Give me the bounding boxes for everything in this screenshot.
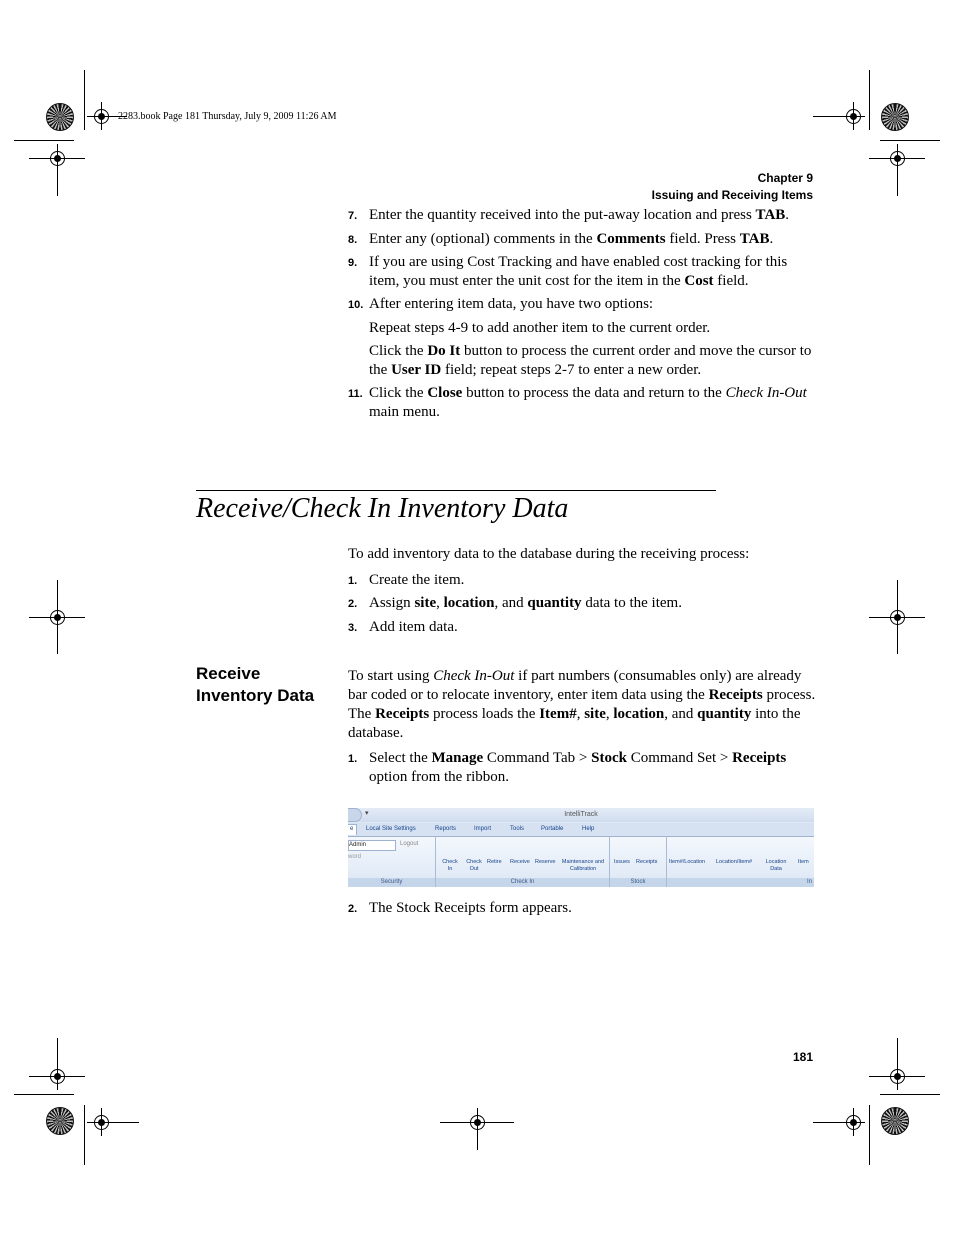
step-number: 2. <box>348 903 358 915</box>
step-key: TAB <box>755 207 786 223</box>
para-text: into the database. <box>348 706 801 741</box>
step-text: Command Tab > <box>483 750 592 766</box>
list-item <box>348 571 818 590</box>
step-text: After entering item data, you have two options: <box>369 296 654 312</box>
check-in-button[interactable]: Check In <box>442 859 458 872</box>
step-text: Enter the quantity received into the put-away location and press <box>369 207 756 223</box>
crop-mark <box>869 70 870 130</box>
list-item <box>348 295 818 314</box>
crop-mark <box>880 140 940 141</box>
step-text: Select the <box>369 750 432 766</box>
step-number: 2. <box>348 598 358 610</box>
group-label: Check In <box>436 878 609 887</box>
ribbon-screenshot <box>348 808 814 887</box>
step-text: option from the ribbon. <box>369 769 509 785</box>
process-ref: Receipts <box>375 706 430 722</box>
password-label: word <box>348 854 362 860</box>
item-location-button[interactable]: Item#/Location <box>669 859 706 865</box>
field-ref: location <box>613 706 665 722</box>
tab-local-site-settings[interactable]: Local Site Settings <box>366 826 416 832</box>
running-header-chapter: Chapter 9 <box>757 171 813 185</box>
para-text: process loads the <box>429 706 540 722</box>
option-doit <box>369 342 819 380</box>
reserve-button[interactable]: Reserve <box>535 859 556 865</box>
step-text: Click the <box>369 385 428 401</box>
subsection-title: Receive Inventory Data <box>196 664 315 705</box>
para-text: To start using <box>348 668 434 684</box>
step-text: Enter any (optional) comments in the <box>369 231 597 247</box>
group-label: In <box>667 878 814 887</box>
step-text: If you are using Cost Tracking and have enabled cost tracking for this item, you must enter the unit cost for the item in the <box>369 254 788 289</box>
field-ref: quantity <box>527 595 582 611</box>
color-bar-icon <box>881 103 909 131</box>
step-number: 1. <box>348 753 358 765</box>
para-text: , and <box>664 706 698 722</box>
section-title: Receive/Check In Inventory Data <box>196 490 716 527</box>
field-ref: site <box>584 706 606 722</box>
step-text: button to process the data and return to the <box>462 385 726 401</box>
step-text: , <box>436 595 444 611</box>
list-item <box>348 618 818 637</box>
step-text: field. <box>713 273 749 289</box>
step-text: . <box>785 207 790 223</box>
intro-paragraph: To add inventory data to the database during the receiving process: <box>348 546 750 562</box>
crop-mark <box>869 1105 870 1165</box>
color-bar-icon <box>881 1107 909 1135</box>
option-ref: Receipts <box>732 750 787 766</box>
step-text: main menu. <box>369 404 440 420</box>
app-name: Check In-Out <box>725 385 807 401</box>
list-item <box>348 384 818 422</box>
para-text: if part numbers (consumables only) are already bar coded or to relocate inventory, enter item data using the <box>348 668 802 703</box>
step-number: 1. <box>348 575 358 587</box>
step-number: 11. <box>348 388 363 400</box>
step-text: The Stock Receipts form appears. <box>369 900 572 916</box>
app-name: Check In-Out <box>433 668 515 684</box>
step-number: 10. <box>348 299 364 311</box>
list-item <box>348 899 818 918</box>
field-ref: User ID <box>391 362 442 378</box>
field-ref: quantity <box>697 706 752 722</box>
list-item <box>348 230 818 249</box>
step-text: , and <box>494 595 528 611</box>
crop-mark <box>880 1094 940 1095</box>
app-title: IntelliTrack <box>564 811 598 818</box>
option-text: field; repeat steps 2-7 to enter a new order. <box>441 362 702 378</box>
tab-ref: Manage <box>431 750 484 766</box>
tab-tools[interactable]: Tools <box>510 826 525 832</box>
location-data-button[interactable]: Location Data <box>765 859 787 872</box>
step-text: Command Set > <box>626 750 733 766</box>
process-ref: Receipts <box>708 687 763 703</box>
para-text: , <box>576 706 585 722</box>
crop-mark <box>14 140 74 141</box>
group-label: Stock <box>610 878 666 887</box>
retire-button[interactable]: Retire <box>487 859 502 865</box>
set-ref: Stock <box>591 750 627 766</box>
step-text: Assign <box>369 595 415 611</box>
button-ref: Close <box>427 385 463 401</box>
step-text: data to the item. <box>581 595 682 611</box>
step-text: Add item data. <box>369 619 458 635</box>
option-repeat: Repeat steps 4-9 to add another item to the current order. <box>369 320 711 336</box>
quick-access-dropdown-icon[interactable]: ▾ <box>365 810 369 817</box>
item-button[interactable]: Item <box>798 859 809 865</box>
color-bar-icon <box>46 103 74 131</box>
check-out-button[interactable]: Check Out <box>466 859 482 872</box>
location-item-button[interactable]: Location/Item# <box>716 859 753 865</box>
option-text: button to process the current order and move the cursor to the <box>369 343 812 378</box>
crop-mark <box>84 70 85 130</box>
receipts-button[interactable]: Receipts <box>636 859 658 865</box>
field-ref: site <box>414 595 437 611</box>
page-number: 181 <box>792 1050 813 1064</box>
color-bar-icon <box>46 1107 74 1135</box>
step-number: 9. <box>348 257 358 269</box>
slug-line: 2283.book Page 181 Thursday, July 9, 2009 11:26 AM <box>118 111 337 122</box>
step-number: 7. <box>348 210 358 222</box>
field-ref: location <box>443 595 495 611</box>
button-ref: Do It <box>427 343 461 359</box>
tab-manage[interactable]: e <box>348 824 357 835</box>
step-field: Comments <box>596 231 666 247</box>
ribbon-title-bar <box>348 808 814 822</box>
user-select[interactable]: Admin <box>348 840 396 851</box>
list-item <box>348 594 818 613</box>
para-text: process. The <box>348 687 816 722</box>
tab-portable[interactable]: Portable <box>541 826 564 832</box>
step-text: Create the item. <box>369 572 465 588</box>
subsection-paragraph <box>348 667 818 743</box>
step-key: TAB <box>739 231 770 247</box>
step-field: Cost <box>684 273 714 289</box>
logout-button[interactable]: Logout <box>400 841 419 847</box>
list-item <box>348 749 818 787</box>
step-text: . <box>769 231 774 247</box>
list-item <box>348 253 818 291</box>
receive-button[interactable]: Receive <box>510 859 530 865</box>
tab-help[interactable]: Help <box>582 826 595 832</box>
group-label: Security <box>348 878 435 887</box>
list-item <box>348 206 818 225</box>
tab-reports[interactable]: Reports <box>435 826 457 832</box>
running-header-title: Issuing and Receiving Items <box>651 188 813 202</box>
issues-button[interactable]: Issues <box>614 859 630 865</box>
step-text: field. Press <box>665 231 740 247</box>
field-ref: Item# <box>539 706 577 722</box>
option-text: Click the <box>369 343 428 359</box>
step-number: 8. <box>348 234 358 246</box>
ribbon-tab-bar <box>348 823 814 836</box>
crop-mark <box>84 1105 85 1165</box>
maintenance-button[interactable]: Maintenance and Calibration <box>561 859 605 872</box>
para-text: , <box>605 706 614 722</box>
crop-mark <box>14 1094 74 1095</box>
step-number: 3. <box>348 622 358 634</box>
tab-import[interactable]: Import <box>474 826 492 832</box>
